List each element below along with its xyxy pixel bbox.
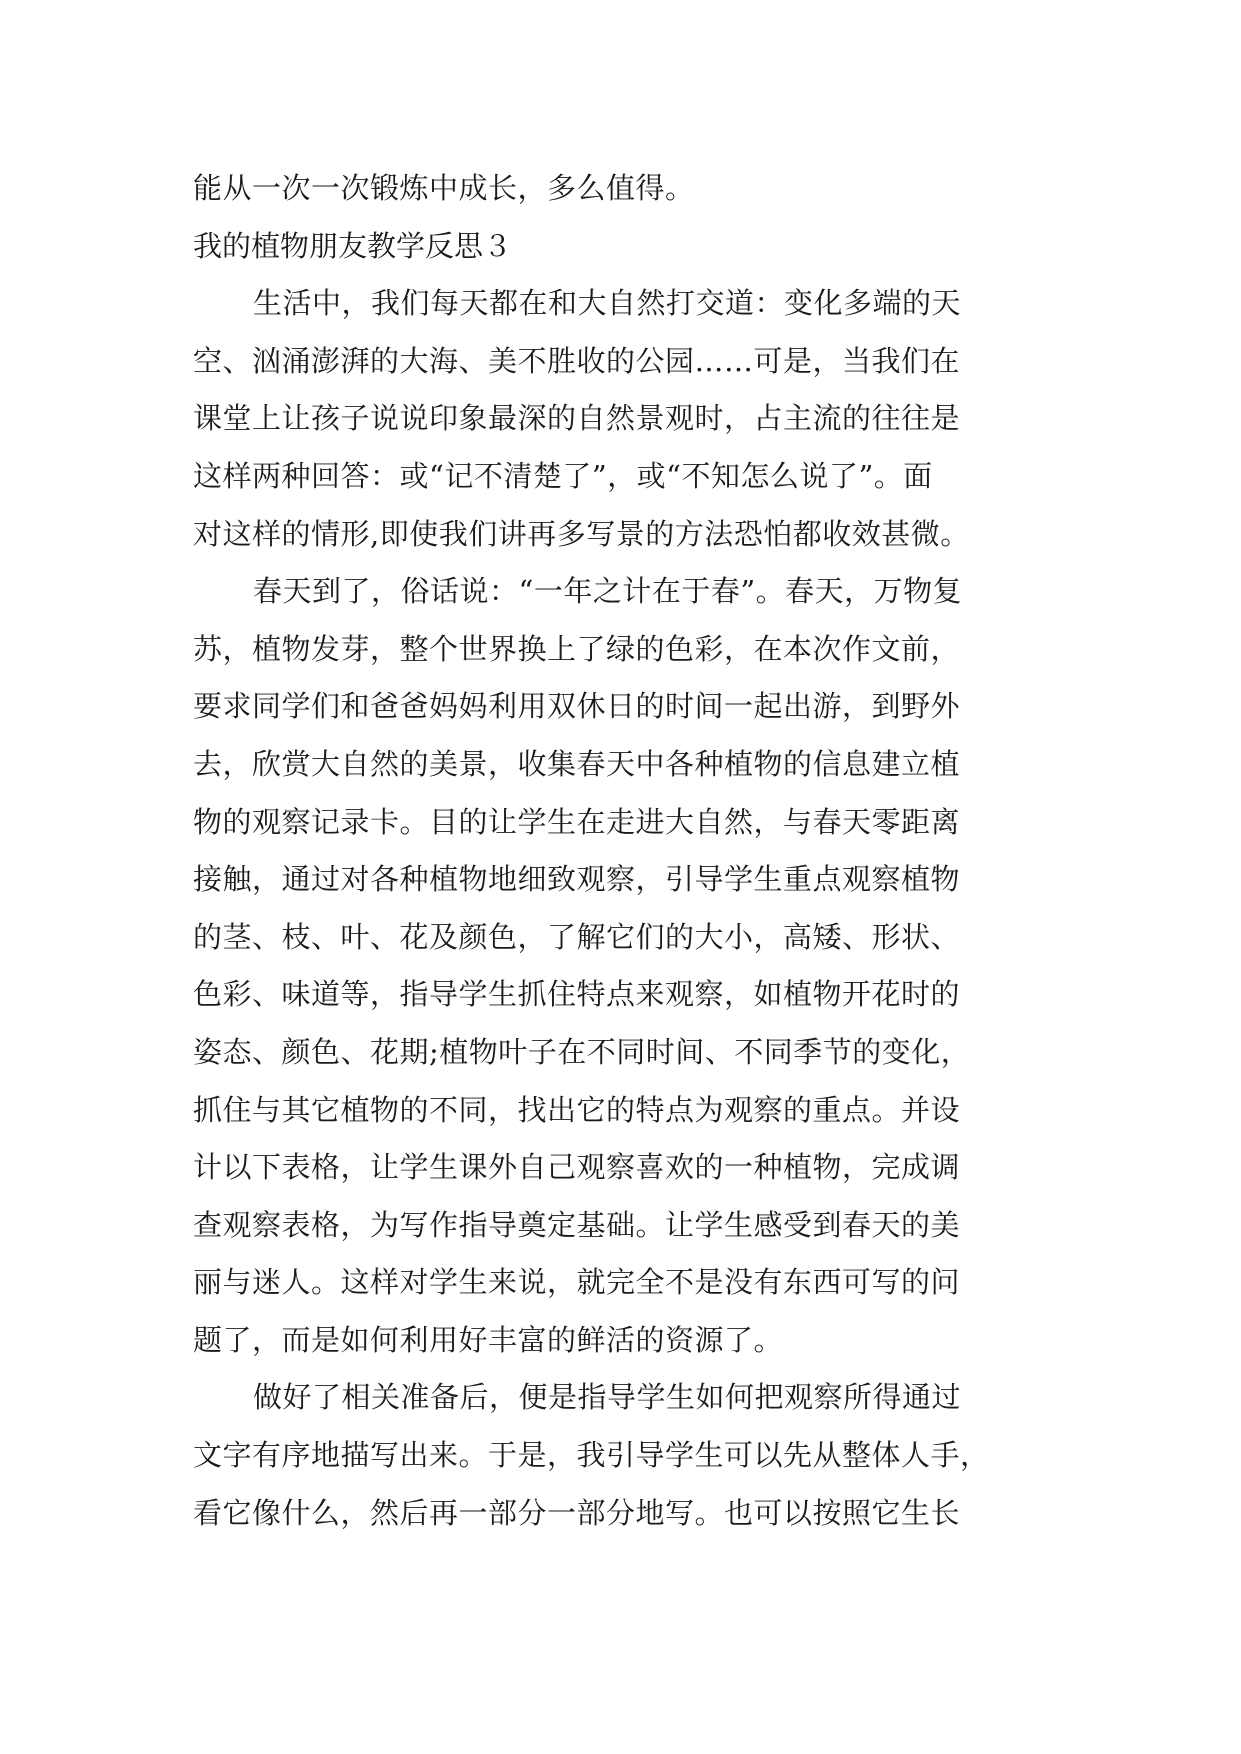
text-line: 这样两种回答：或“记不清楚了”，或“不知怎么说了”。面 <box>193 458 933 493</box>
text-line: 查观察表格，为写作指导奠定基础。让学生感受到春天的美 <box>193 1207 961 1242</box>
text-line: 课堂上让孩子说说印象最深的自然景观时，占主流的往往是 <box>193 401 961 436</box>
text-line: 去，欣赏大自然的美景，收集春天中各种植物的信息建立植 <box>193 746 961 781</box>
text-line: 看它像什么，然后再一部分一部分地写。也可以按照它生长 <box>193 1495 961 1530</box>
text-line: 苏，植物发芽，整个世界换上了绿的色彩，在本次作文前， <box>193 631 961 666</box>
text-line: 空、汹涌澎湃的大海、美不胜收的公园……可是，当我们在 <box>193 343 961 378</box>
text-line: 对这样的情形,即使我们讲再多写景的方法恐怕都收效甚微。 <box>193 516 970 551</box>
text-line: 题了，而是如何利用好丰富的鲜活的资源了。 <box>193 1322 784 1357</box>
paragraph-first-line: 做好了相关准备后，便是指导学生如何把观察所得通过 <box>253 1380 962 1415</box>
text-line: 能从一次一次锻炼中成长，多么值得。 <box>193 171 695 205</box>
document-body <box>193 160 1063 1542</box>
text-line: 计以下表格，让学生课外自己观察喜欢的一种植物，完成调 <box>193 1150 961 1185</box>
text-line: 丽与迷人。这样对学生来说，就完全不是没有东西可写的问 <box>193 1265 961 1300</box>
text-line: 物的观察记录卡。目的让学生在走进大自然，与春天零距离 <box>193 804 961 839</box>
text-line: 文字有序地描写出来。于是，我引导学生可以先从整体人手， <box>193 1438 990 1473</box>
text-line: 要求同学们和爸爸妈妈利用双休日的时间一起出游，到野外 <box>193 689 961 724</box>
text-line: 抓住与其它植物的不同，找出它的特点为观察的重点。并设 <box>193 1092 961 1127</box>
text-line: 接触，通过对各种植物地细致观察，引导学生重点观察植物 <box>193 862 961 897</box>
text-line: 色彩、味道等，指导学生抓住特点来观察，如植物开花时的 <box>193 977 961 1012</box>
paragraph-first-line: 春天到了，俗话说：“一年之计在于春”。春天，万物复 <box>253 574 963 609</box>
paragraph-first-line: 生活中，我们每天都在和大自然打交道：变化多端的天 <box>253 286 962 321</box>
section-heading: 我的植物朋友教学反思３ <box>193 228 513 263</box>
text-line: 的茎、枝、叶、花及颜色，了解它们的大小，高矮、形状、 <box>193 919 961 954</box>
text-line: 姿态、颜色、花期;植物叶子在不同时间、不同季节的变化， <box>193 1034 971 1069</box>
